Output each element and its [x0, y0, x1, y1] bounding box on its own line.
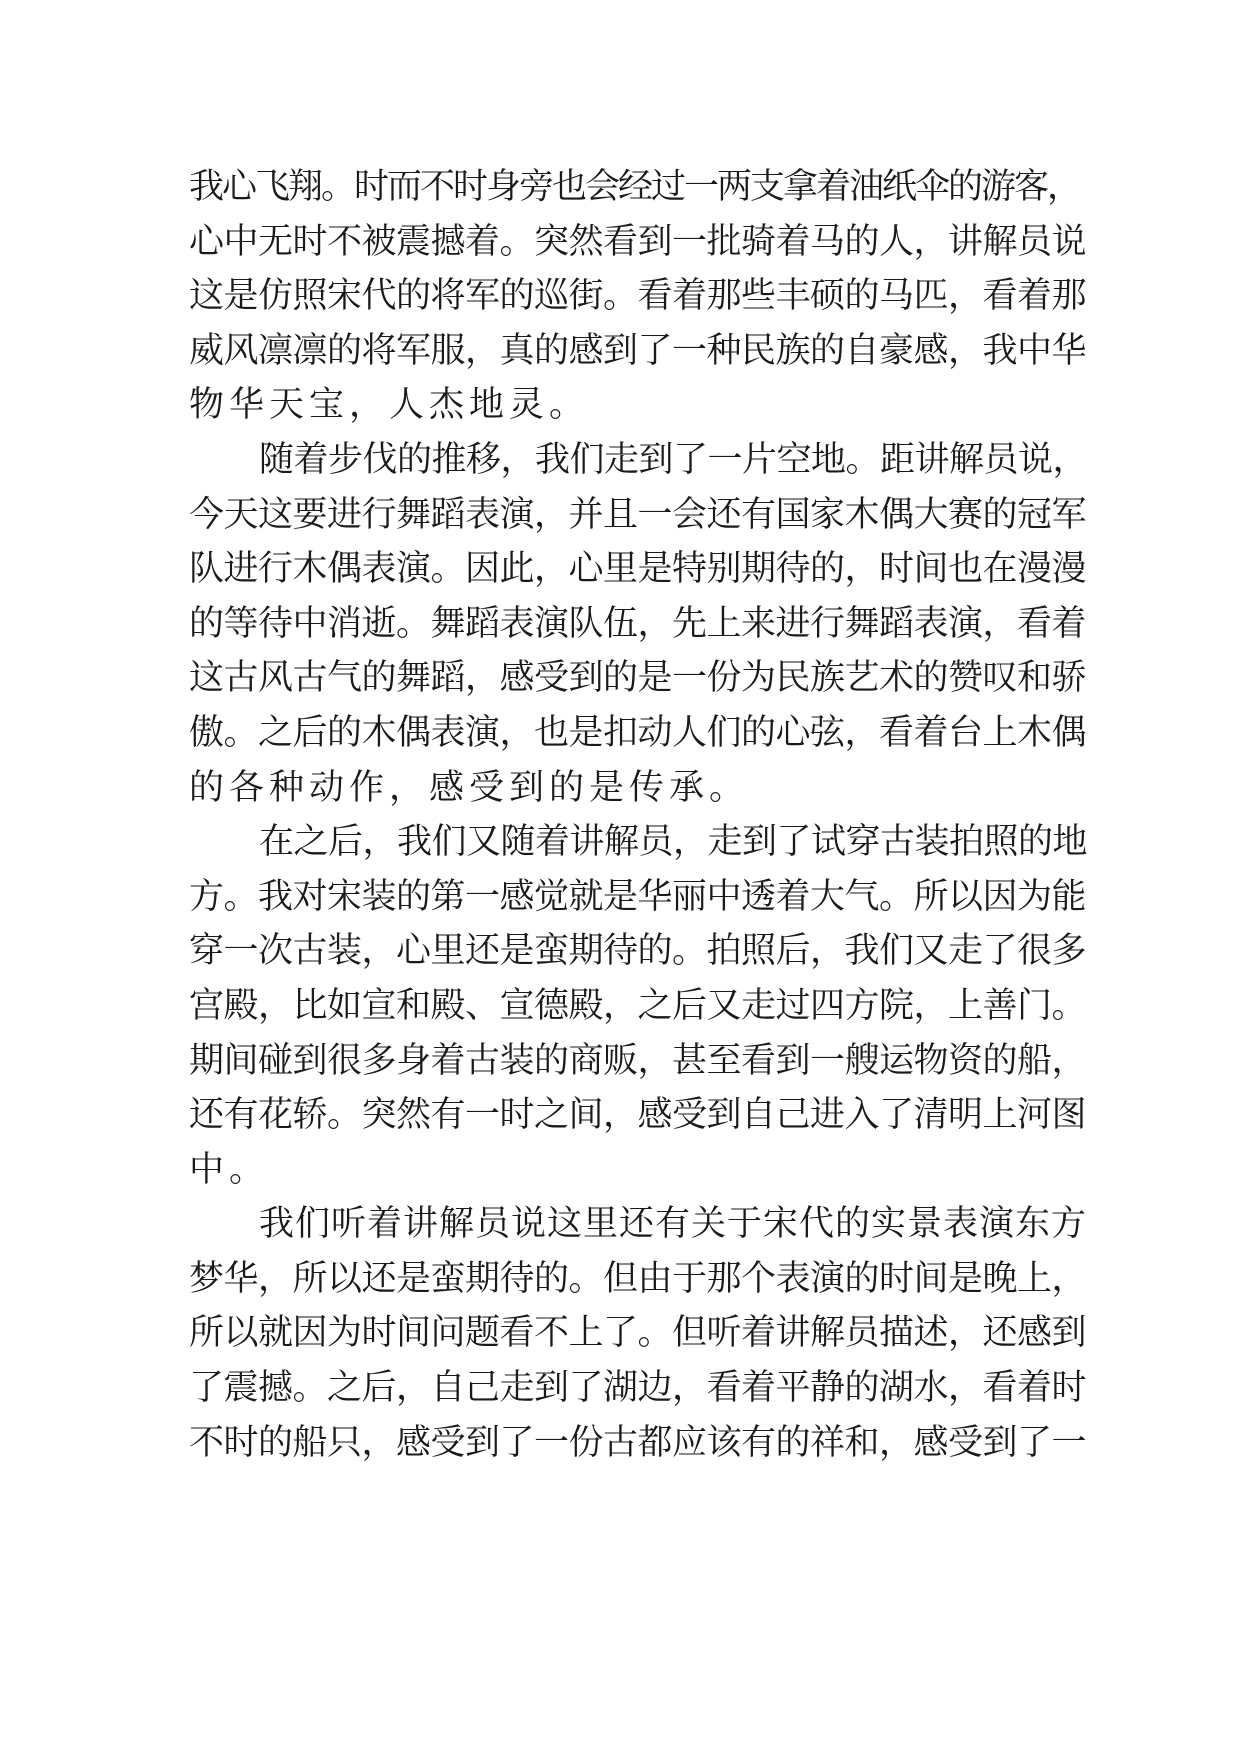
- text-line: 不时的船只，感受到了一份古都应该有的祥和，感受到了一: [189, 1422, 1087, 1463]
- text-line: 中。: [189, 1149, 270, 1190]
- paragraph-first-line: 我们听着讲解员说这里还有关于宋代的实景表演东方: [259, 1204, 1088, 1245]
- text-line: 还有花轿。突然有一时之间，感受到自己进入了清明上河图: [189, 1095, 1087, 1136]
- text-line: 傲。之后的木偶表演，也是扣动人们的心弦，看着台上木偶: [189, 712, 1087, 753]
- paragraph-first-line: 随着步伐的推移，我们走到了一片空地。距讲解员说，: [259, 439, 1088, 480]
- text-line: 队进行木偶表演。因此，心里是特别期待的，时间也在漫漫: [189, 549, 1087, 590]
- text-line: 心中无时不被震撼着。突然看到一批骑着马的人，讲解员说: [189, 221, 1087, 262]
- text-line: 我心飞翔。时而不时身旁也会经过一两支拿着油纸伞的游客，: [189, 167, 1081, 207]
- text-line: 方。我对宋装的第一感觉就是华丽中透着大气。所以因为能: [189, 876, 1087, 917]
- text-line: 这古风古气的舞蹈，感受到的是一份为民族艺术的赞叹和骄: [189, 658, 1087, 699]
- text-line: 期间碰到很多身着古装的商贩，甚至看到一艘运物资的船，: [189, 1040, 1087, 1081]
- text-line: 这是仿照宋代的将军的巡街。看着那些丰硕的马匹，看着那: [189, 276, 1087, 317]
- text-line: 的各种动作，感受到的是传承。: [189, 767, 750, 808]
- text-line: 宫殿，比如宣和殿、宣德殿，之后又走过四方院，上善门。: [189, 985, 1087, 1026]
- text-line: 了震撼。之后，自己走到了湖边，看着平静的湖水，看着时: [189, 1368, 1087, 1409]
- text-line: 物华天宝，人杰地灵。: [189, 385, 590, 426]
- body-text: [189, 160, 1089, 1470]
- text-line: 的等待中消逝。舞蹈表演队伍，先上来进行舞蹈表演，看着: [189, 603, 1087, 644]
- text-line: 梦华，所以还是蛮期待的。但由于那个表演的时间是晚上，: [189, 1258, 1087, 1299]
- text-line: 穿一次古装，心里还是蛮期待的。拍照后，我们又走了很多: [189, 931, 1087, 972]
- paragraph-first-line: 在之后，我们又随着讲解员，走到了试穿古装拍照的地: [259, 822, 1088, 863]
- text-line: 所以就因为时间问题看不上了。但听着讲解员描述，还感到: [189, 1313, 1087, 1354]
- text-line: 今天这要进行舞蹈表演，并且一会还有国家木偶大赛的冠军: [189, 494, 1087, 535]
- text-line: 威风凛凛的将军服，真的感到了一种民族的自豪感，我中华: [189, 330, 1087, 371]
